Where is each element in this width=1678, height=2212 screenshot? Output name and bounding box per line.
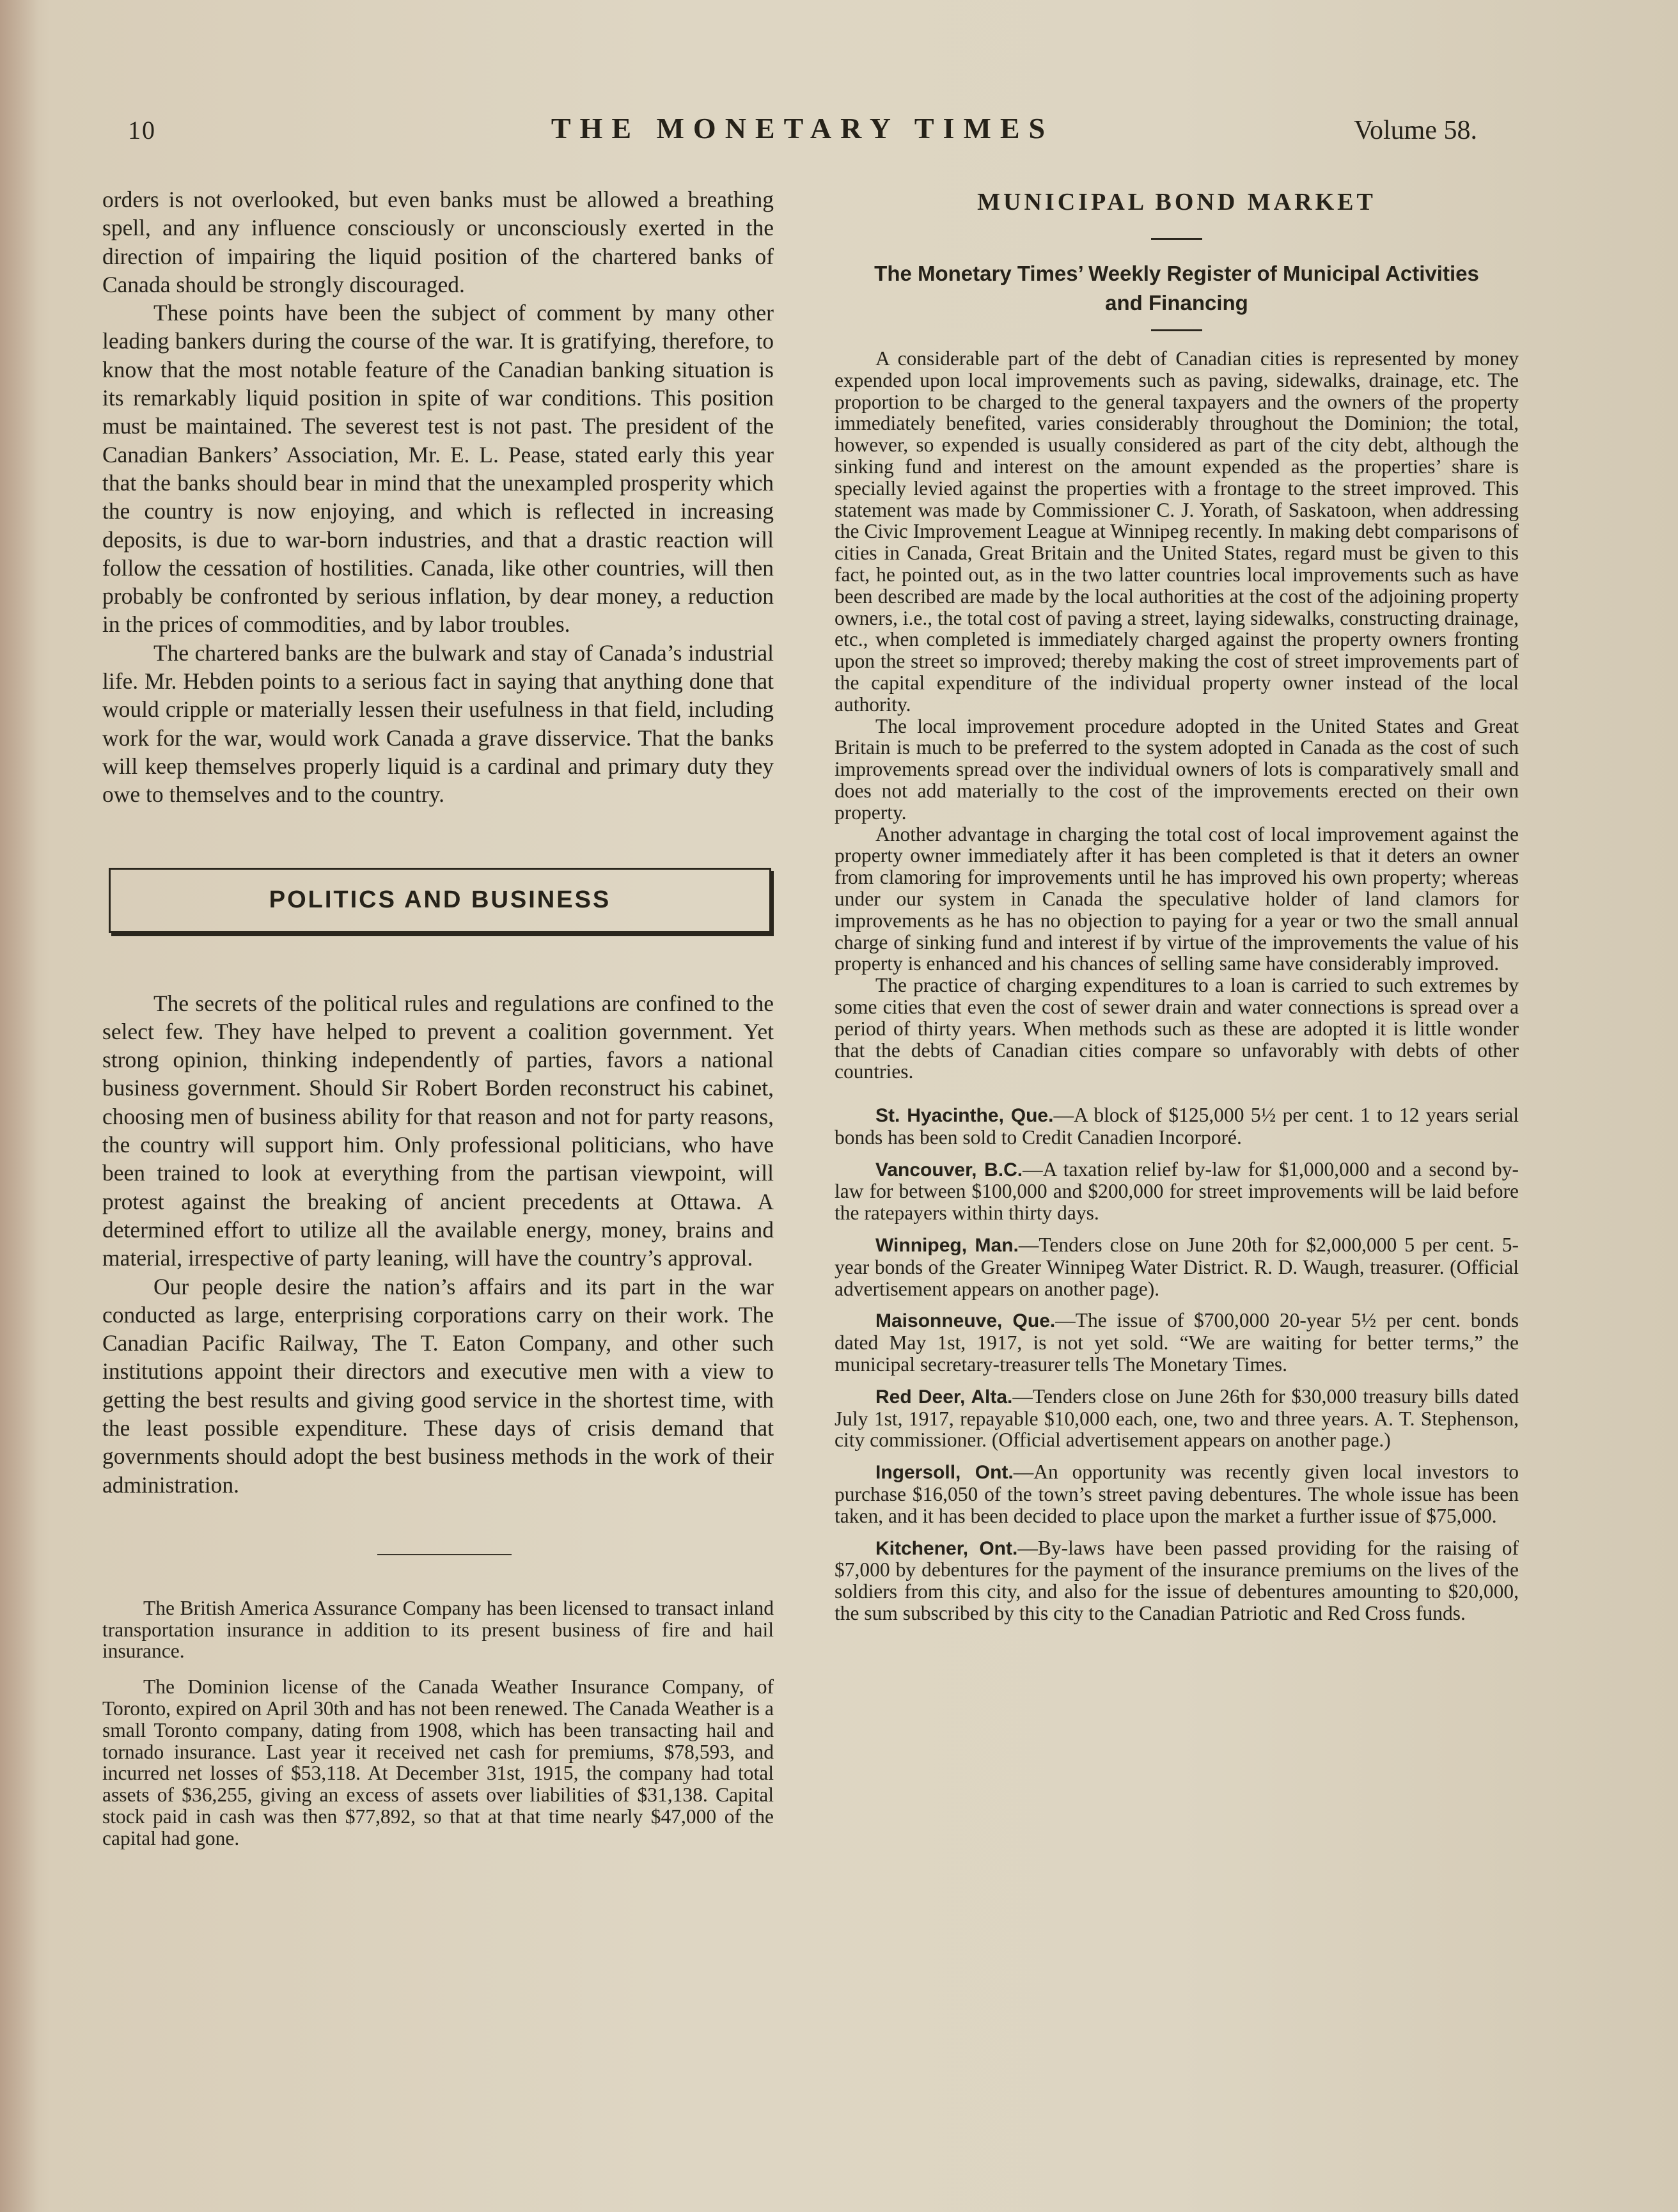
- municipal-item: [835, 1537, 1519, 1624]
- item-place: Maisonneuve, Que.: [875, 1310, 1056, 1332]
- item-place: Ingersoll, Ont.: [875, 1462, 1014, 1484]
- item-text: —An opportunity was recently given local investors to purchase $16,050 of the town’s street paving debentures. The whole issue has been taken, and it has been decided to place upon the market a further issue of $75,000.: [835, 1461, 1519, 1527]
- left-column: [102, 185, 774, 1849]
- section-title: MUNICIPAL BOND MARKET: [977, 189, 1376, 216]
- politics-heading-box: [109, 868, 771, 933]
- politics-heading: POLITICS AND BUSINESS: [269, 886, 611, 914]
- body-paragraph: The practice of charging expenditures to a loan is carried to such extremes by some cities that even the cost of sewer drain and water connections is spread over a period of thirty years. When methods such as these are adopted it is little wonder that the debts of Canadian cities compare so unfavorably with debts of other countries.: [835, 974, 1519, 1083]
- body-paragraph: The chartered banks are the bulwark and stay of Canada’s industrial life. Mr. Hebden points to a serious fact in saying that anything done that would cripple or materially lessen their usefulness in that field, including work for the war, would work Canada a grave disservice. That the banks will keep themselves properly liquid is a cardinal and primary duty they owe to themselves and to the country.: [102, 639, 774, 808]
- news-note: The British America Assurance Company has been licensed to transact inland transportation insurance in addition to its present business of fire and hail insurance.: [102, 1596, 774, 1663]
- title-rule: [1151, 238, 1202, 240]
- municipal-item: [835, 1386, 1519, 1451]
- item-text: —Tenders close on June 20th for $2,000,000 5 per cent. 5-year bonds of the Greater Winnipeg Water District. R. D. Waugh, treasurer. (Official advertisement appears on another page).: [835, 1234, 1519, 1300]
- body-paragraph: The secrets of the political rules and regulations are confined to the select few. They have helped to prevent a coalition government. Yet strong opinion, thinking independently of parties, favors a national business government. Should Sir Robert Borden reconstruct his cabinet, choosing men of business ability for that reason and not for party reasons, the country will support him. Only professional politicians, who have been trained to look at everything from the partisan viewpoint, will protest against the breaking of ancient precedents at Ottawa. A determined effort to utilize all the available energy, money, brains and material, irrespective of party leaning, will have the country’s approval.: [102, 990, 774, 1271]
- publication-title: THE MONETARY TIMES: [551, 112, 1055, 145]
- body-paragraph: Our people desire the nation’s affairs and its part in the war conducted as large, enterprising corporations carry on their work. The Canadian Pacific Railway, The T. Eaton Company, and other such institutions appoint their directors and executive men with a view to getting the best results and giving good service in the shortest time, with the least possible expenditure. These days of crisis demand that governments should adopt the best business methods in the work of their administration.: [102, 1273, 774, 1498]
- item-place: Vancouver, B.C.: [875, 1159, 1023, 1181]
- body-paragraph: A considerable part of the debt of Canadian cities is represented by money expended upon local improvements such as paving, sidewalks, drainage, etc. The proportion to be charged to the general taxpayers and the owners of the property immediately benefited, varies considerably throughout the Dominion; the total, however, so expended is usually considered as part of the city debt, although the sinking fund and interest on the amount expended as the properties’ share is specially levied against the properties with a frontage to the street improved. This statement was made by Commissioner C. J. Yorath, of Saskatoon, when addressing the Civic Improvement League at Winnipeg recently. In making debt comparisons of cities in Canada, Great Britain and the United States, regard must be given to this fact, he pointed out, as in the two latter countries local improvements such as have been described are made by the local authorities at the cost of the adjoining property owners, i.e., the total cost of paving a street, laying sidewalks, constructing drainage, etc., when completed is immediately charged against the property owners fronting upon the street so improved; thereby making the cost of street improvements part of the capital expenditure of the individual property owner instead of the local authority.: [835, 347, 1519, 716]
- item-text: —A taxation relief by-law for $1,000,000 and a second by-law for between $100,000 and $200,000 for street improvements will be laid before the ratepayers within thirty days.: [835, 1157, 1519, 1225]
- binding-shadow: [0, 0, 38, 2212]
- municipal-item: [835, 1104, 1519, 1149]
- section-divider: [377, 1554, 512, 1555]
- item-place: Winnipeg, Man.: [875, 1235, 1019, 1257]
- item-place: Red Deer, Alta.: [875, 1386, 1013, 1408]
- subtitle-rule: [1151, 329, 1202, 331]
- volume-label: Volume 58.: [1354, 116, 1477, 145]
- news-note: The Dominion license of the Canada Weather Insurance Company, of Toronto, expired on April 30th and has not been renewed. The Canada Weather is a small Toronto company, dating from 1908, which has been transacting hail and tornado insurance. Last year it received net cash for premiums, $78,593, and incurred net losses of $53,118. At December 31st, 1915, the company had total assets of $36,255, giving an excess of assets over liabilities of $31,138. Capital stock paid in cash was then $77,892, so that at that time nearly $47,000 of the capital had gone.: [102, 1675, 774, 1849]
- municipal-item: [835, 1234, 1519, 1299]
- body-paragraph: orders is not overlooked, but even banks must be allowed a breathing spell, and any influence consciously or unconsciously exerted in the direction of impairing the liquid position of the chartered banks of Canada should be strongly discouraged.: [102, 187, 774, 297]
- spacer: [102, 933, 774, 989]
- item-text: —A block of $125,000 5½ per cent. 1 to 12 years serial bonds has been sold to Credit Canadien Incorporé.: [835, 1104, 1519, 1149]
- municipal-items: [835, 1104, 1519, 1624]
- page-number: 10: [128, 116, 156, 145]
- item-text: —By-laws have been passed providing for the raising of $7,000 by debentures for the payment of the insurance premiums on the lives of the soldiers from this city, and also for the issue of debentures amounting to $20,000, the sum subscribed by this city to the Canadian Patriotic and Red Cross funds.: [835, 1536, 1519, 1625]
- body-paragraph: These points have been the subject of comment by many other leading bankers during the course of the war. It is gratifying, therefore, to know that the most notable feature of the Canadian banking situation is its remarkably liquid position in spite of war conditions. This position must be maintained. The severest test is not past. The president of the Canadian Bankers’ Association, Mr. E. L. Pease, stated early this year that the banks should bear in mind that the unexampled prosperity which the country is now enjoying, and which is reflected in increasing deposits, is due to war-born industries, and that a drastic reaction will follow the cessation of hostilities. Canada, like other countries, will then probably be confronted by serious inflation, by dear money, a reduction in the prices of commodities, and by labor troubles.: [102, 300, 774, 638]
- municipal-item: [835, 1310, 1519, 1375]
- running-header: [128, 109, 1477, 160]
- body-paragraph: The local improvement procedure adopted in the United States and Great Britain is much to be preferred to the system adopted in Canada as the cost of such improvements spread over the individual owners of lots is comparatively small and does not add materially to the cost of the improvements erected on their own property.: [835, 714, 1519, 824]
- item-place: Kitchener, Ont.: [875, 1537, 1018, 1559]
- item-text: —Tenders close on June 26th for $30,000 treasury bills dated July 1st, 1917, repayable $10,000 each, one, two and three years. A. T. Stephenson, city commissioner. (Official advertisement appears on another page.): [835, 1384, 1519, 1452]
- item-place: St. Hyacinthe, Que.: [875, 1105, 1054, 1127]
- municipal-item: [835, 1461, 1519, 1526]
- section-subtitle: The Monetary Times’ Weekly Register of Municipal Activities and Financing: [874, 262, 1479, 315]
- item-text: —The issue of $700,000 20-year 5½ per cent. bonds dated May 1st, 1917, is not yet sold. “We are waiting for better terms,” the municipal secretary-treasurer tells The Monetary Times.: [835, 1309, 1519, 1376]
- right-column: [835, 185, 1519, 1635]
- municipal-item: [835, 1159, 1519, 1224]
- body-paragraph: Another advantage in charging the total cost of local improvement against the property owner immediately after it has been completed is that it deters an owner from clamoring for improvements until he has improved his own property; whereas under our system in Canada the speculative holder of land clamors for improvements as he has no objection to paying for a year or two the small annual charge of sinking fund and interest if by virtue of the improvements the value of his property is enhanced and his chances of selling same have considerably improved.: [835, 822, 1519, 975]
